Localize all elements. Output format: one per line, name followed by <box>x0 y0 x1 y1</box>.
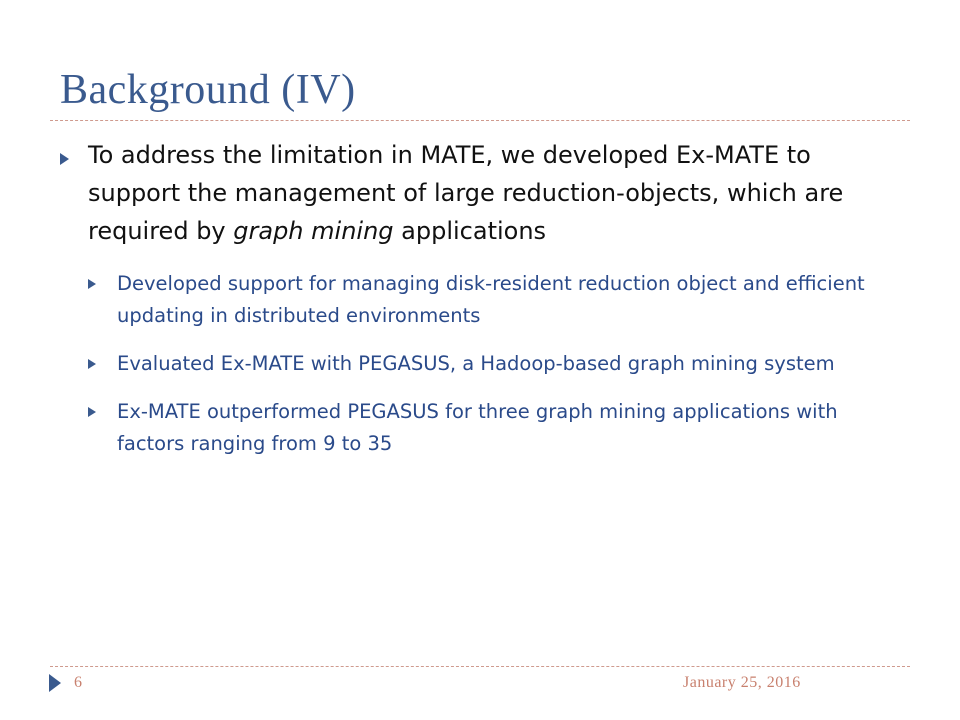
page-number: 6 <box>74 674 82 691</box>
sub-bullet-text: Developed support for managing disk-resident reduction object and efficient updating in distributed environments <box>117 272 865 327</box>
main-bullet-emphasis: graph mining <box>233 217 394 245</box>
sub-bullet-arrow-icon <box>88 279 96 289</box>
footer-date: January 25, 2016 <box>683 674 801 691</box>
main-bullet-text-before: To address the limitation in MATE, we developed Ex-MATE to support the management of large reduction-objects, which are required by <box>88 141 844 245</box>
main-bullet-text <box>88 136 880 250</box>
sub-bullet <box>88 348 868 380</box>
main-bullet <box>60 136 880 250</box>
slide-title: Background (IV) <box>60 67 356 113</box>
sub-bullet <box>88 268 868 332</box>
sub-bullet-text: Evaluated Ex-MATE with PEGASUS, a Hadoop-based graph mining system <box>117 352 835 375</box>
footer-divider <box>50 666 910 667</box>
sub-bullet-text: Ex-MATE outperformed PEGASUS for three graph mining applications with factors ranging from 9 to 35 <box>117 400 838 455</box>
sub-bullet <box>88 396 868 460</box>
bullet-arrow-icon <box>60 153 69 165</box>
sub-bullet-arrow-icon <box>88 407 96 417</box>
main-bullet-text-after: applications <box>393 217 547 245</box>
sub-bullet-list <box>88 268 868 476</box>
sub-bullet-arrow-icon <box>88 359 96 369</box>
title-divider <box>50 120 910 121</box>
footer-arrow-icon <box>49 674 61 692</box>
